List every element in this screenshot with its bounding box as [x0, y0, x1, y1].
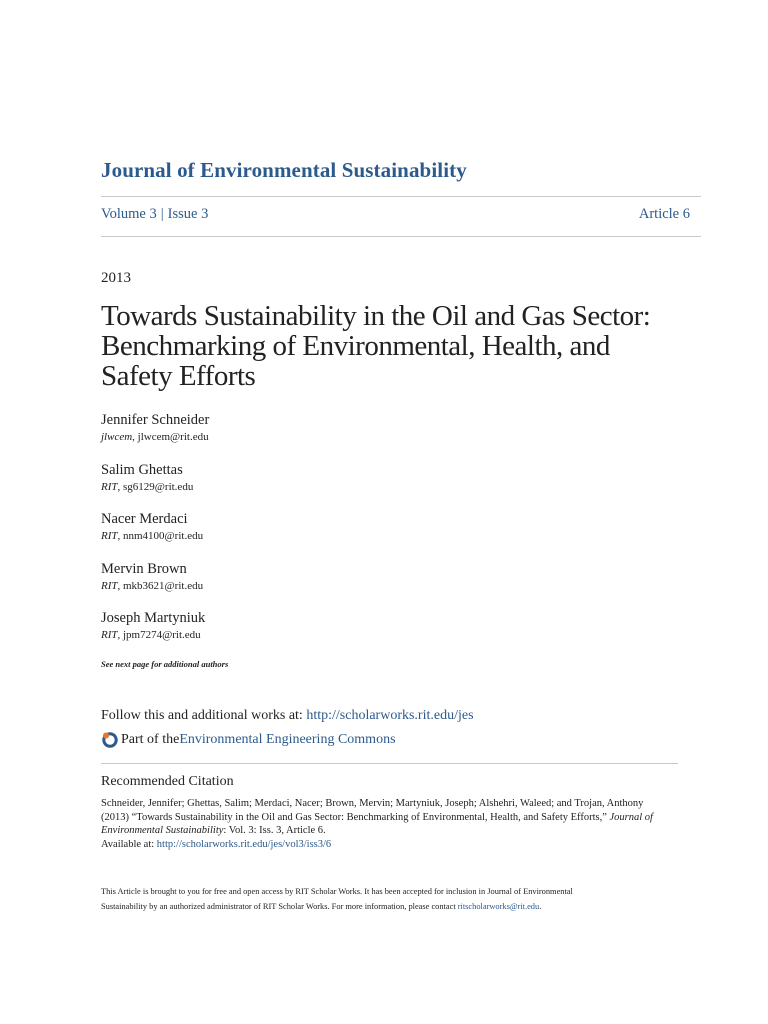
author-affiliation [101, 430, 661, 445]
author-entry [101, 608, 661, 658]
part-of-text: Part of the [121, 732, 180, 747]
author-entry [101, 410, 661, 460]
author-email: , jlwcem@rit.edu [132, 431, 209, 443]
author-entry [101, 460, 661, 510]
divider [101, 196, 701, 197]
see-next-page-note: See next page for additional authors [101, 659, 229, 669]
citation-text [101, 797, 661, 851]
citation-volume: : Vol. 3: Iss. 3, Article 6. [223, 825, 326, 836]
affiliation: RIT [101, 629, 118, 642]
issue-separator: | [160, 206, 164, 222]
article-title [101, 301, 681, 391]
footer-line [101, 899, 661, 914]
divider [101, 236, 701, 237]
affiliation: RIT [101, 480, 118, 493]
citation-line [101, 838, 661, 852]
follow-text: Follow this and additional works at: [101, 708, 307, 723]
author-email: , jpm7274@rit.edu [117, 629, 201, 642]
author-name: Salim Ghettas [101, 461, 183, 478]
footer-text: Sustainability by an authorized administrator of RIT Scholar Works. For more information, please contact [101, 902, 458, 911]
author-email: , sg6129@rit.edu [117, 480, 194, 493]
citation-line [101, 824, 661, 838]
footer-line: This Article is brought to you for free and open access by RIT Scholar Works. It has been accepted for inclusion in Journal of Environmental [101, 887, 573, 896]
author-entry [101, 509, 661, 559]
author-email: , mkb3621@rit.edu [117, 579, 204, 592]
issue-row [101, 206, 690, 223]
part-of-line [101, 731, 396, 749]
author-entry [101, 559, 661, 609]
journal-title-link[interactable]: Journal of Environmental Sustainability [101, 158, 467, 182]
citation-title-text: (2013) “Towards Sustainability in the Oil and Gas Sector: Benchmarking of Environmental, Health, and Safety Efforts,” [101, 811, 610, 823]
volume-link[interactable]: Volume 3 [101, 206, 157, 222]
affiliation: RIT [101, 579, 118, 592]
author-name: Nacer Merdaci [101, 511, 188, 528]
recommended-citation-heading: Recommended Citation [101, 774, 234, 789]
issue-link[interactable]: Issue 3 [167, 206, 209, 222]
author-name: Joseph Martyniuk [101, 610, 206, 627]
article-link[interactable]: Article 6 [638, 206, 690, 222]
author-affiliation [101, 529, 661, 544]
title-line: Towards Sustainability in the Oil and Gas Sector: [101, 300, 651, 332]
contact-email-link[interactable]: ritscholarworks@rit.edu [457, 902, 540, 911]
publication-year: 2013 [101, 270, 131, 286]
citation-line: Schneider, Jennifer; Ghettas, Salim; Merdaci, Nacer; Brown, Mervin; Martyniuk, Joseph; Alshehri, Waleed; and Trojan, Anthony [101, 798, 644, 809]
affiliation: RIT [101, 530, 118, 543]
author-name: Jennifer Schneider [101, 412, 210, 428]
title-line: Safety Efforts [101, 360, 256, 392]
author-affiliation [101, 480, 661, 495]
commons-link[interactable]: Environmental Engineering Commons [179, 732, 396, 747]
available-label: Available at: [101, 838, 157, 850]
footer-note [101, 884, 661, 914]
follow-line [101, 708, 474, 724]
author-affiliation [101, 579, 661, 594]
author-email: , nnm4100@rit.edu [117, 530, 204, 543]
affiliation: jlwcem [101, 431, 133, 443]
title-line: Benchmarking of Environmental, Health, and [101, 330, 610, 362]
citation-journal: Journal of [609, 811, 653, 823]
citation-journal: Environmental Sustainability [101, 825, 224, 836]
scholarworks-link[interactable]: http://scholarworks.rit.edu/jes [306, 708, 474, 723]
commons-network-icon [101, 731, 119, 749]
author-name: Mervin Brown [101, 560, 187, 577]
author-list [101, 410, 661, 658]
citation-line [101, 811, 661, 825]
divider [101, 763, 678, 764]
footer-end: . [539, 902, 542, 911]
available-url-link[interactable]: http://scholarworks.rit.edu/jes/vol3/iss3/6 [156, 838, 332, 850]
author-affiliation [101, 628, 661, 643]
